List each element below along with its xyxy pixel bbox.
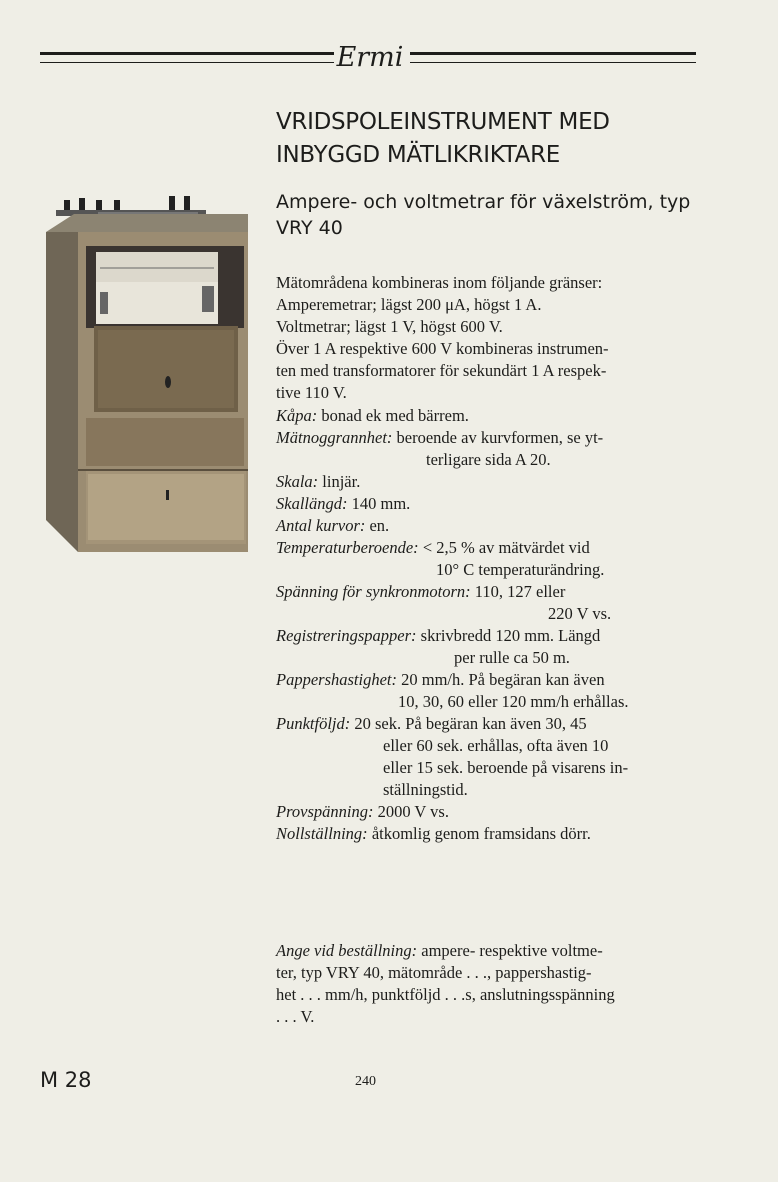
title-line: VRIDSPOLEINSTRUMENT MED	[276, 109, 610, 135]
intro-line: Mätområdena kombineras inom följande gränser:	[276, 273, 603, 292]
spec-term: Punktföljd:	[276, 714, 351, 733]
spec-value: 110, 127 eller	[474, 582, 566, 601]
subtitle-line: Ampere- och voltmetrar för växelström, typ	[276, 191, 691, 213]
spec-item	[276, 625, 706, 669]
order-term: Ange vid beställning:	[276, 941, 418, 960]
spec-item	[276, 581, 706, 625]
spec-item	[276, 801, 706, 823]
spec-term: Skala:	[276, 472, 319, 491]
spec-item	[276, 405, 706, 427]
spec-value: 10° C temperaturändring.	[436, 560, 605, 579]
spec-value: per rulle ca 50 m.	[454, 648, 570, 667]
subtitle-line: VRY 40	[276, 217, 343, 239]
spec-value: ställningstid.	[383, 780, 468, 799]
spec-term: Mätnoggrannhet:	[276, 428, 393, 447]
order-line: ter, typ VRY 40, mätområde . . ., pappershastig-	[276, 963, 592, 982]
page-title	[276, 106, 746, 172]
spec-item	[276, 537, 706, 581]
spec-value: bonad ek med bärrem.	[321, 406, 469, 425]
spec-value: < 2,5 % av mätvärdet vid	[422, 538, 590, 557]
page-number: 240	[355, 1074, 376, 1089]
spec-term: Antal kurvor:	[276, 516, 366, 535]
brand-logo: Ermi	[336, 42, 404, 73]
instrument-illustration	[38, 190, 253, 558]
subtitle	[276, 189, 721, 241]
spec-value: 140 mm.	[351, 494, 411, 513]
spec-value: 20 sek. På begäran kan även 30, 45	[354, 714, 587, 733]
title-line: INBYGGD MÄTLIKRIKTARE	[276, 142, 561, 168]
intro-line: tive 110 V.	[276, 383, 347, 402]
intro-text	[276, 272, 706, 404]
spec-value: 20 mm/h. På begäran kan även	[401, 670, 605, 689]
spec-value: eller 15 sek. beroende på visarens in-	[383, 758, 629, 777]
spec-term: Temperaturberoende:	[276, 538, 419, 557]
order-line: . . . V.	[276, 1007, 315, 1026]
spec-term: Spänning för synkronmotorn:	[276, 582, 471, 601]
spec-value: terligare sida A 20.	[426, 450, 551, 469]
intro-line: Amperemetrar; lägst 200 μA, högst 1 A.	[276, 295, 542, 314]
spec-item	[276, 823, 706, 845]
header-rule-right	[410, 52, 696, 63]
spec-value: en.	[369, 516, 390, 535]
spec-list	[276, 405, 706, 845]
spec-item	[276, 669, 706, 713]
spec-item	[276, 713, 706, 801]
spec-value: skrivbredd 120 mm. Längd	[420, 626, 601, 645]
spec-value: 220 V vs.	[548, 604, 612, 623]
spec-item	[276, 515, 706, 537]
spec-value: beroende av kurvformen, se yt-	[396, 428, 604, 447]
spec-term: Kåpa:	[276, 406, 318, 425]
spec-value: linjär.	[322, 472, 361, 491]
intro-line: ten med transformatorer för sekundärt 1 A respek-	[276, 361, 607, 380]
spec-item	[276, 471, 706, 493]
header-rule-left	[40, 52, 334, 63]
section-code: M 28	[40, 1068, 92, 1092]
spec-value: eller 60 sek. erhållas, ofta även 10	[383, 736, 609, 755]
spec-value: åtkomlig genom framsidans dörr.	[371, 824, 591, 843]
spec-term: Skallängd:	[276, 494, 348, 513]
spec-item	[276, 427, 706, 471]
spec-value: 10, 30, 60 eller 120 mm/h erhållas.	[398, 692, 629, 711]
order-line: het . . . mm/h, punktföljd . . .s, anslutningsspänning	[276, 985, 615, 1004]
spec-term: Nollställning:	[276, 824, 368, 843]
spec-term: Provspänning:	[276, 802, 374, 821]
spec-term: Registreringspapper:	[276, 626, 417, 645]
spec-value: 2000 V vs.	[377, 802, 449, 821]
order-note	[276, 940, 706, 1028]
spec-item	[276, 493, 706, 515]
intro-line: Över 1 A respektive 600 V kombineras instrumen-	[276, 339, 609, 358]
intro-line: Voltmetrar; lägst 1 V, högst 600 V.	[276, 317, 503, 336]
order-line: ampere- respektive voltme-	[421, 941, 603, 960]
spec-term: Pappershastighet:	[276, 670, 397, 689]
